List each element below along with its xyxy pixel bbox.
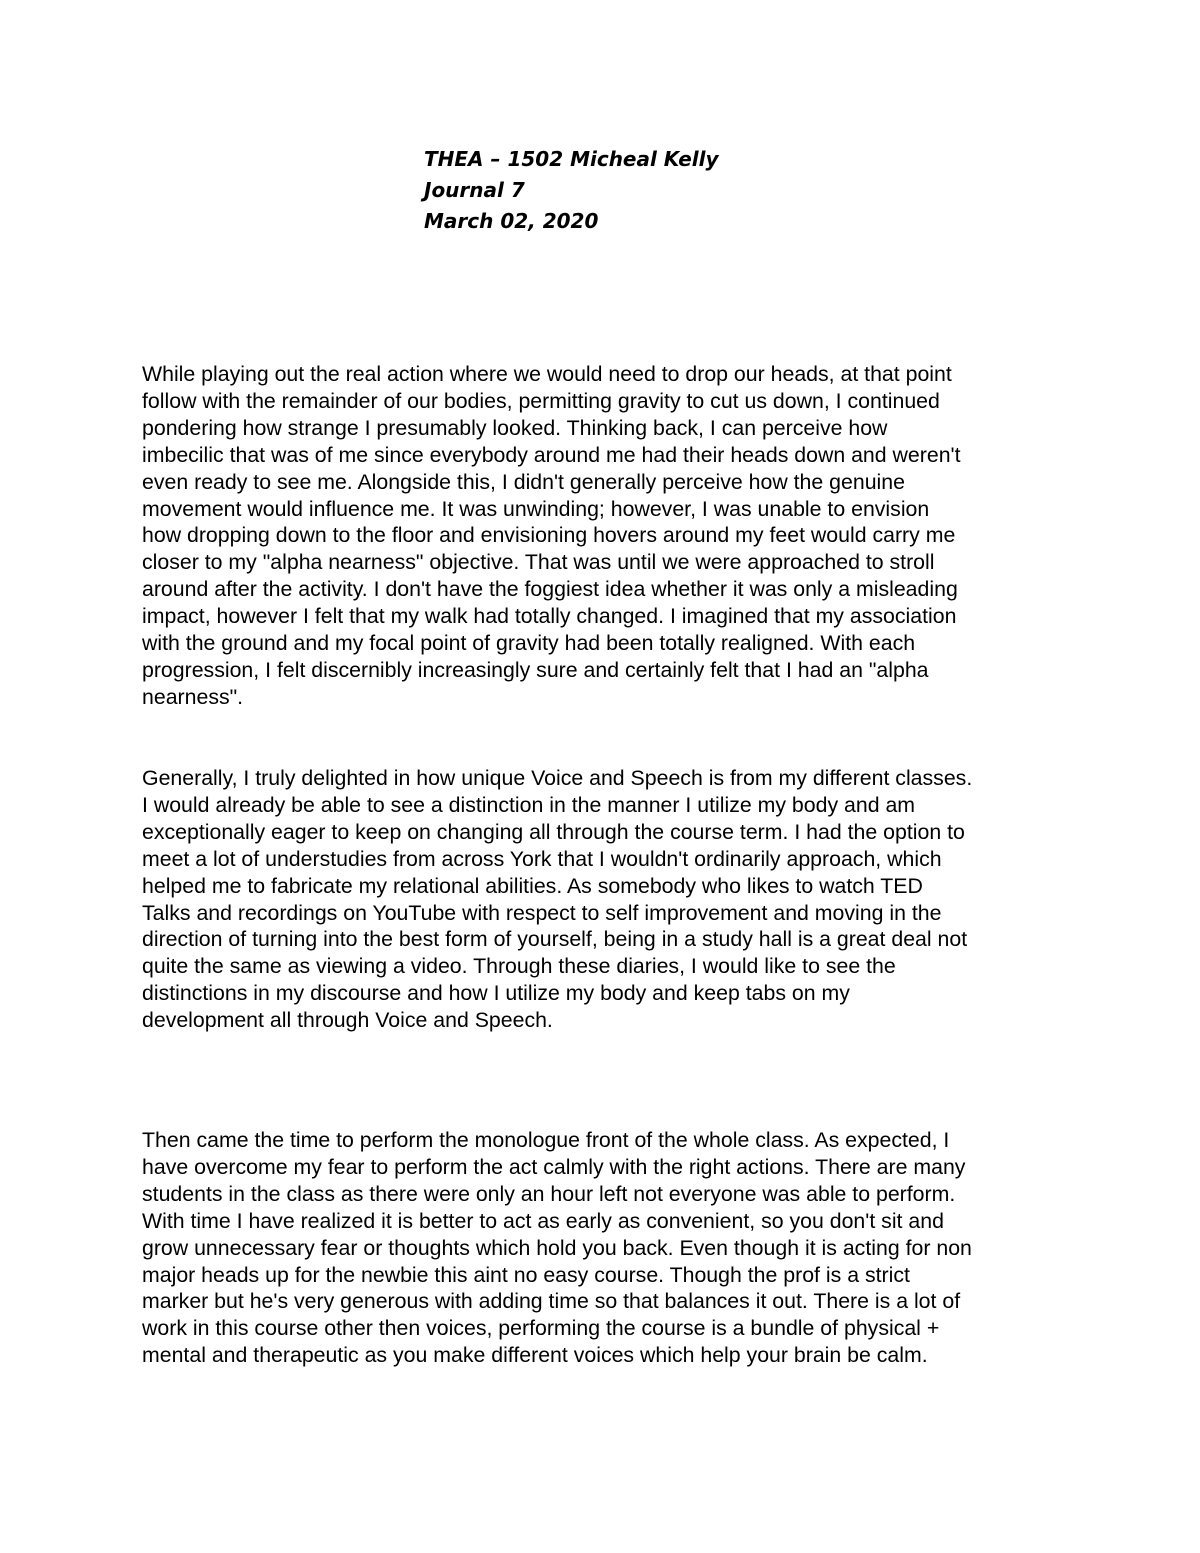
body-paragraph-2: Generally, I truly delighted in how unique Voice and Speech is from my different classes. I would already be able to see a distinction in the manner I utilize my body and am exceptionally eager to keep on changing all through the course term. I had the option to meet a lot of understudies from across York that I wouldn't ordinarily approach, which helped me to fabricate my relational abilities. As somebody who likes to watch TED Talks and recordings on YouTube with respect to self improvement and moving in the direction of turning into the best form of yourself, being in a study hall is a great deal not quite the same as viewing a video. Through these diaries, I would like to see the distinctions in my discourse and how I utilize my body and keep tabs on my development all through Voice and Speech. xyxy=(142,766,973,1033)
document-header xyxy=(424,144,719,237)
journal-line: Journal 7 xyxy=(424,178,525,202)
body-paragraph-1: While playing out the real action where we would need to drop our heads, at that point follow with the remainder of our bodies, permitting gravity to cut us down, I continued pondering how strange I presumably looked. Thinking back, I can perceive how imbecilic that was of me since everybody around me had their heads down and weren't even ready to see me. Alongside this, I didn't generally perceive how the genuine movement would influence me. It was unwinding; however, I was unable to envision how dropping down to the floor and envisioning hovers around my feet would carry me closer to my "alpha nearness" objective. That was until we were approached to stroll around after the activity. I don't have the foggiest idea whether it was only a misleading impact, however I felt that my walk had totally changed. I imagined that my association with the ground and my focal point of gravity had been totally realigned. With each progression, I felt discernibly increasingly sure and certainly felt that I had an "alpha nearness". xyxy=(142,362,961,709)
date-line: March 02, 2020 xyxy=(424,209,599,233)
body-paragraph-3: Then came the time to perform the monologue front of the whole class. As expected, I have overcome my fear to perform the act calmly with the right actions. There are many students in the class as there were only an hour left not everyone was able to perform. With time I have realized it is better to act as early as convenient, so you don't sit and grow unnecessary fear or thoughts which hold you back. Even though it is acting for non major heads up for the newbie this aint no easy course. Though the prof is a strict marker but he's very generous with adding time so that balances it out. There is a lot of work in this course other then voices, performing the course is a bundle of physical + mental and therapeutic as you make different voices which help your brain be calm. xyxy=(142,1128,972,1368)
course-line: THEA – 1502 Micheal Kelly xyxy=(424,147,719,171)
